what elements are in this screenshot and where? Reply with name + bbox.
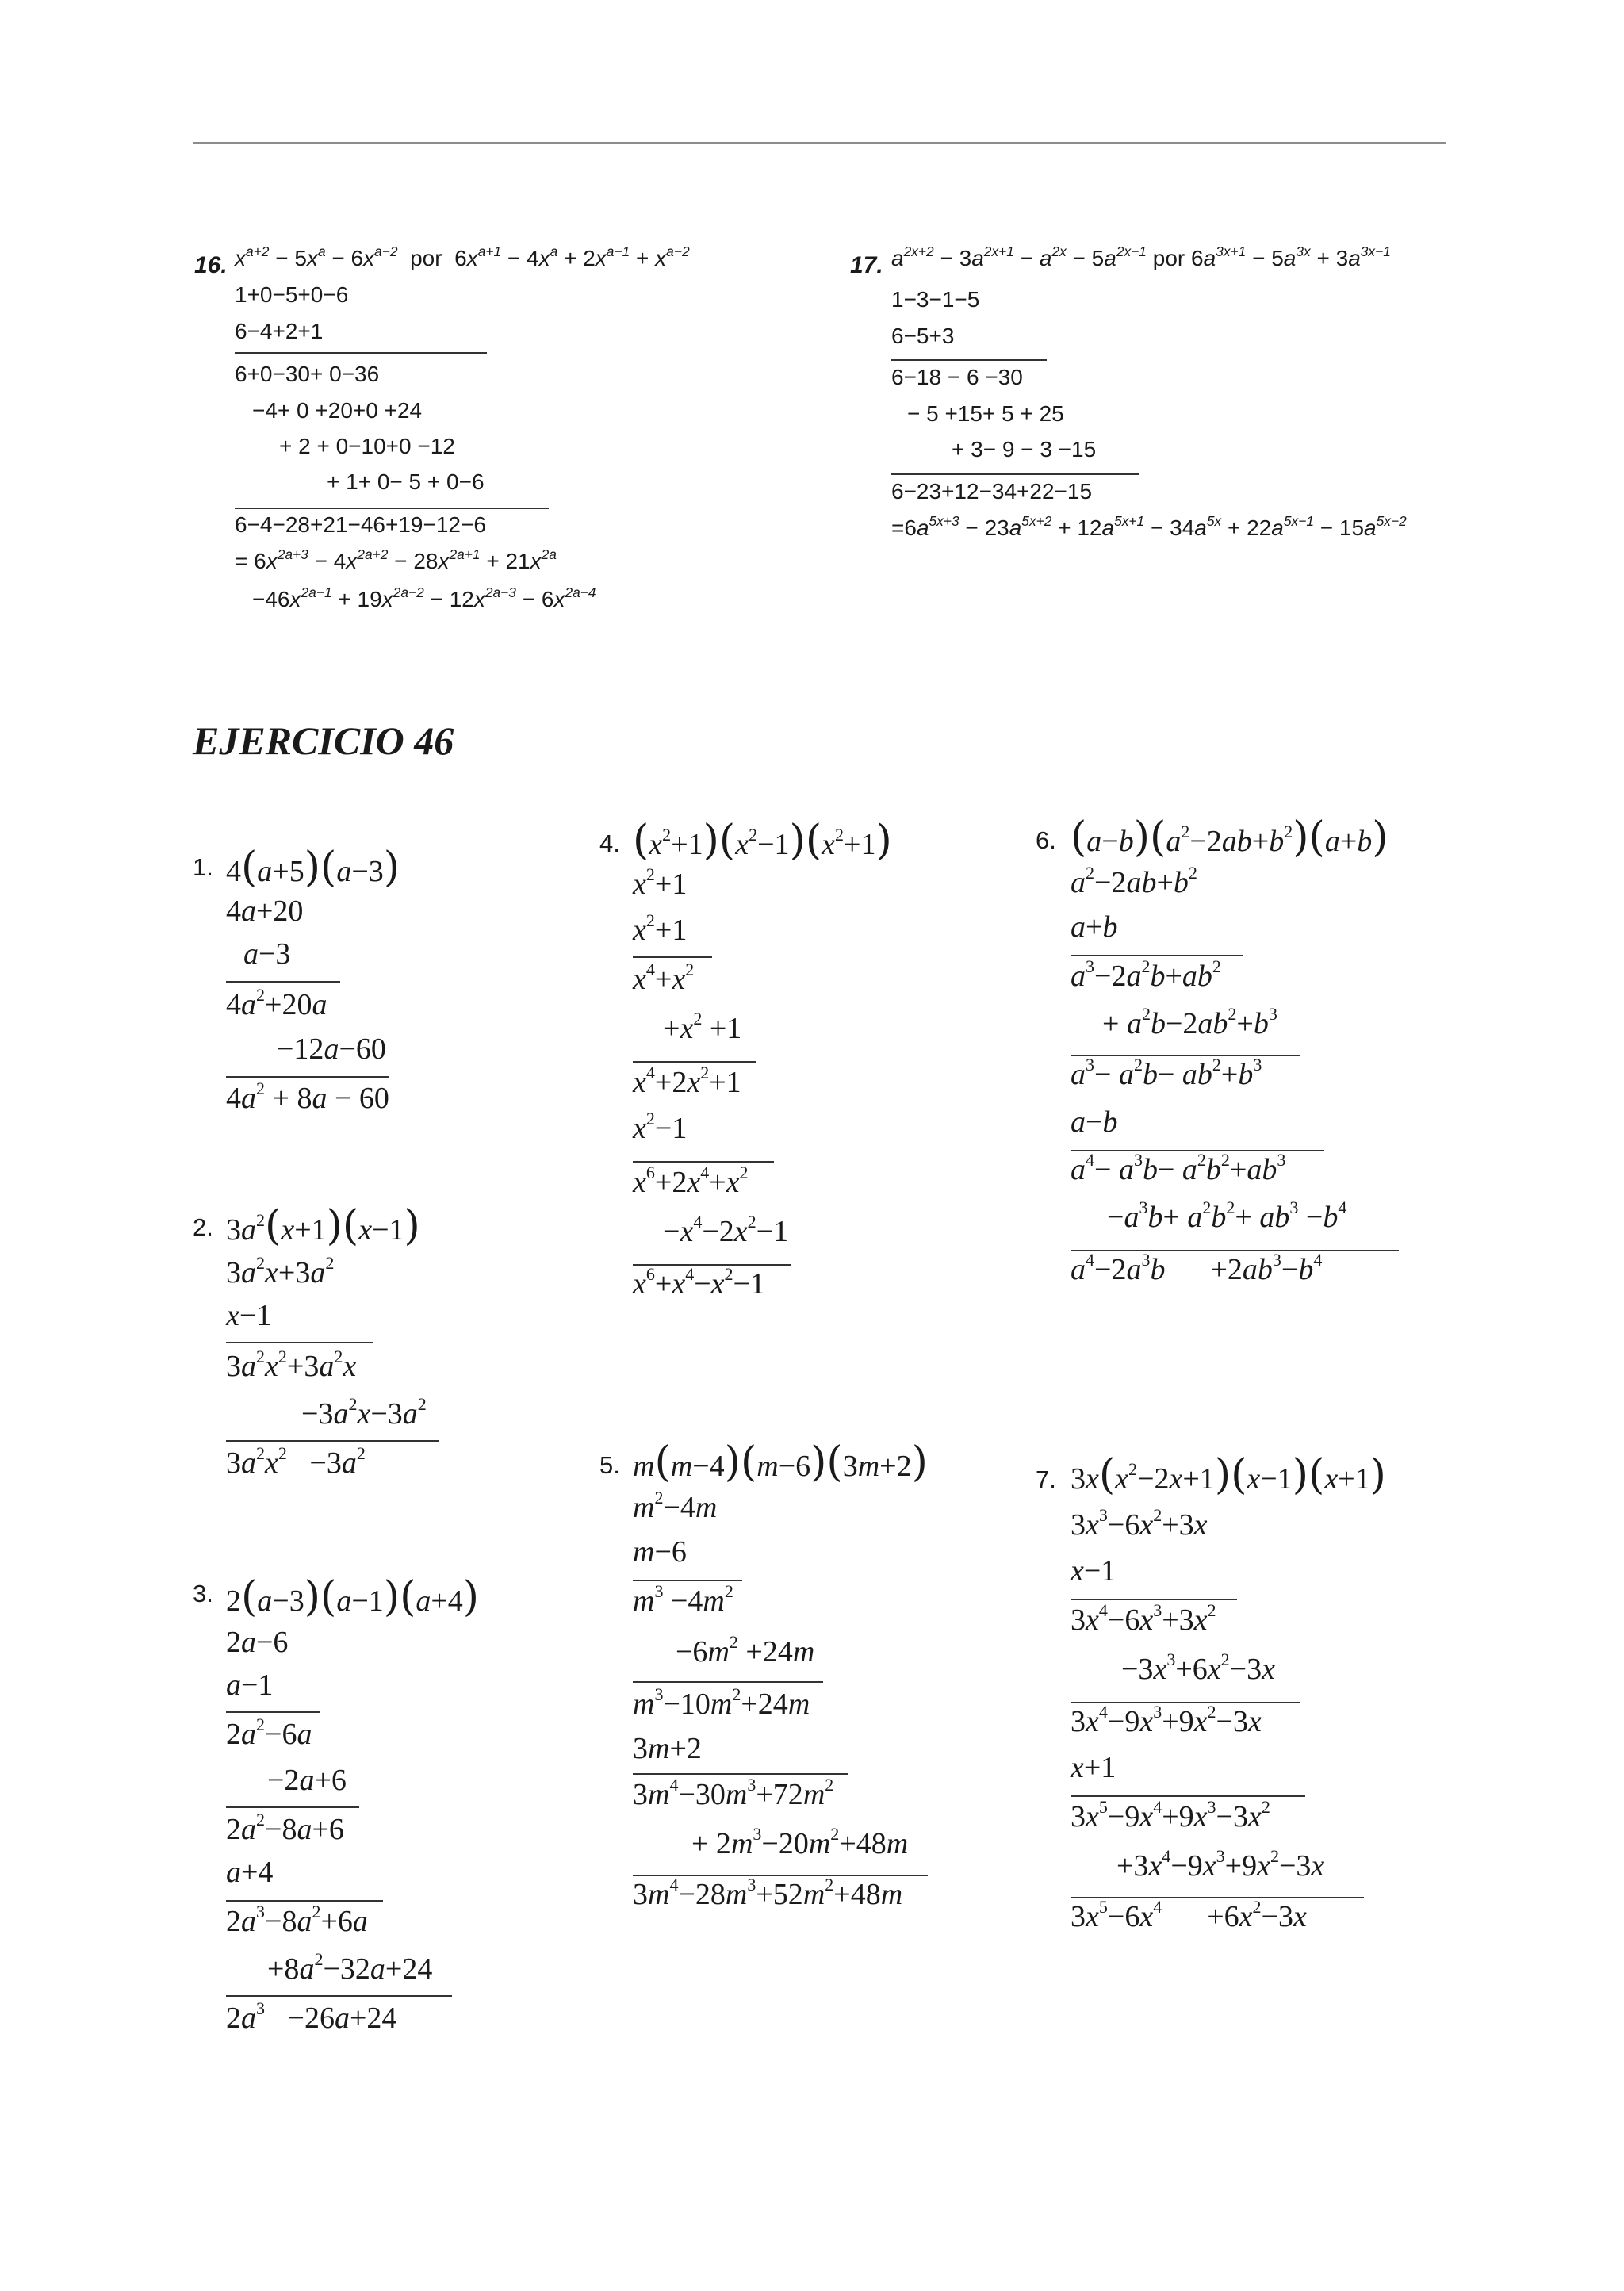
work-line: −12a−60 <box>277 1032 386 1066</box>
work-line: $-x^4-2x^2-1$ <box>663 1211 789 1248</box>
product-rule <box>226 1900 383 1902</box>
work-line: + $2m^3-20m^2+48m$ <box>691 1823 909 1860</box>
work-line: a−1 <box>226 1668 274 1702</box>
work-line: −2a+6 <box>267 1764 347 1797</box>
sum-rule <box>1071 1055 1300 1056</box>
work-line: 2a−6 <box>226 1626 289 1659</box>
problem-number: 17. <box>850 252 883 278</box>
work-line: $m^3 -4m^2$ <box>633 1580 733 1618</box>
work-line: $3x^5-9x^4+9x^3-3x^2$ <box>1071 1796 1270 1833</box>
sum-rule <box>235 352 487 354</box>
work-line: $a^2-2ab+b^2$ <box>1071 862 1197 899</box>
result-line: $=6a^{5x+3} - 23a^{5x+2} + 12a^{5x+1} - 34a^{5x} + 22a^{5x-1} - 15a^{5x-2}$ <box>891 512 1407 540</box>
work-line: 3m+2 <box>633 1732 702 1765</box>
result-line: $2a^3 -26a+24$ <box>226 1998 397 2035</box>
exercise-header: $3a^2(x+1)(x-1)$ <box>226 1202 420 1250</box>
work-line: $2a^2-6a$ <box>226 1714 312 1751</box>
work-line: 6−23+12−34+22−15 <box>891 479 1093 504</box>
sum-rule <box>633 1681 823 1683</box>
work-line: a+4 <box>226 1856 274 1889</box>
product-rule <box>226 981 340 983</box>
work-line: 6−4−28+21−46+19−12−6 <box>235 512 486 537</box>
exercise-header: $(a-b)(a^2-2ab+b^2)(a+b)$ <box>1071 814 1388 861</box>
result-line: $x^6+x^4-x^2-1$ <box>633 1263 765 1301</box>
sum-rule <box>1071 1897 1364 1898</box>
result-line: $4a^2 + 8a - 60$ <box>226 1078 389 1115</box>
exercise-number: 3. <box>193 1580 213 1607</box>
work-line: $a^3- a^2b- ab^2+b^3$ <box>1071 1054 1262 1091</box>
work-line: $3m^4-30m^3+72m^2$ <box>633 1774 834 1811</box>
exercise-header: $(x^2+1)(x^2-1)(x^2+1)$ <box>633 817 892 864</box>
work-line: $a^3-2a^2b+ab^2$ <box>1071 956 1221 993</box>
section-title: EJERCICIO 46 <box>193 718 454 763</box>
work-line: 6+0−30+ 0−36 <box>235 362 380 386</box>
work-line: $2a^2-8a+6$ <box>226 1809 344 1846</box>
exercise-number: 4. <box>599 829 620 857</box>
problem-header: $a^{2x+2} - 3a^{2x+1} - a^{2x} - 5a^{2x-1}$ por $6a^{3x+1} - 5a^{3x} + 3a^{3x-1}$ <box>891 243 1391 270</box>
work-line: + 1+ 0− 5 + 0−6 <box>327 469 485 494</box>
work-line: $x^2+1$ <box>633 910 688 947</box>
product-rule <box>226 1711 320 1713</box>
sum-rule <box>891 359 1047 361</box>
work-line: 6−18 − 6 −30 <box>891 365 1023 389</box>
product-rule <box>633 1773 848 1775</box>
result-line: $-46x^{2a-1} + 19x^{2a-2} - 12x^{2a-3} - 6x^{2a-4}$ <box>252 584 596 611</box>
work-line: $x^2-1$ <box>633 1108 688 1145</box>
result-line: $3x^5-6x^4$ $+6x^2-3x$ <box>1071 1896 1307 1933</box>
sum-rule <box>633 1264 791 1266</box>
work-line: $-6m^2 +24m$ <box>676 1631 815 1668</box>
work-line: a+b <box>1071 910 1118 944</box>
result-line: $3a^2x^2 -3a^2$ <box>226 1442 366 1480</box>
result-line: = $6x^{2a+3} - 4x^{2a+2} - 28x^{2a+1} + 21x^{2a}$ <box>235 546 557 573</box>
exercise-header: 2(a−3)(a−1)(a+4) <box>226 1573 480 1621</box>
work-line: $+3x^4-9x^3+9x^2-3x$ <box>1116 1845 1325 1883</box>
sum-rule <box>226 1806 359 1808</box>
exercise-header: m(m−4)(m−6)(3m+2) <box>633 1439 928 1486</box>
work-line: $x^4+2x^2+1$ <box>633 1062 741 1099</box>
work-line: a−b <box>1071 1105 1118 1139</box>
work-line: $m^3-10m^2+24m$ <box>633 1684 810 1721</box>
sum-rule <box>235 508 549 509</box>
product-rule <box>226 1342 373 1343</box>
problem-header: $x^{a+2} - 5x^a - 6x^{a-2}$ por $6x^{a+1} - 4x^a + 2x^{a-1} + x^{a-2}$ <box>235 243 690 270</box>
work-line: + 3− 9 − 3 −15 <box>952 437 1097 462</box>
work-line: $+x^2 +1$ <box>663 1008 742 1045</box>
work-line: $-3a^2x-3a^2$ <box>301 1393 427 1431</box>
work-line: x+1 <box>1071 1751 1116 1784</box>
top-rule <box>193 142 1446 144</box>
work-line: + 2 + 0−10+0 −12 <box>279 434 455 458</box>
sum-rule <box>226 1995 452 1997</box>
work-line: $x^2+1$ <box>633 864 688 901</box>
exercise-number: 5. <box>599 1451 620 1479</box>
product-rule <box>633 956 712 958</box>
work-line: $a^4- a^3b- a^2b^2+ab^3$ <box>1071 1149 1286 1186</box>
work-line: $-a^3b+ a^2b^2+ ab^3 -b^4$ <box>1107 1197 1347 1234</box>
sum-rule <box>226 1440 439 1442</box>
work-line: m−6 <box>633 1535 687 1569</box>
work-line: −4+ 0 +20+0 +24 <box>252 398 423 423</box>
work-line: $-3x^3+6x^2-3x$ <box>1121 1649 1275 1686</box>
work-line: $4a^2+20a$ <box>226 984 327 1021</box>
work-line: $3x^3-6x^2+3x$ <box>1071 1504 1208 1542</box>
work-line: $+8a^2-32a+24$ <box>267 1948 433 1986</box>
work-line: 1+0−5+0−6 <box>235 282 349 307</box>
work-line: 1−3−1−5 <box>891 287 980 312</box>
work-line: x−1 <box>1071 1554 1116 1588</box>
work-line: $m^2-4m$ <box>633 1487 718 1524</box>
work-line: a−3 <box>243 937 291 971</box>
work-line: $3x^4-9x^3+9x^2-3x$ <box>1071 1701 1262 1738</box>
problem-number: 16. <box>194 252 228 278</box>
result-line: $a^4-2a^3b$ $+2ab^3-b^4$ <box>1071 1249 1323 1286</box>
work-line: $3a^2x+3a^2$ <box>226 1252 335 1289</box>
sum-rule <box>891 473 1139 475</box>
exercise-number: 6. <box>1036 826 1056 854</box>
work-line: 4a+20 <box>226 895 304 928</box>
sum-rule <box>226 1076 389 1078</box>
sum-rule <box>1071 1250 1399 1251</box>
work-line: $2a^3-8a^2+6a$ <box>226 1901 368 1938</box>
work-line: $x^6+2x^4+x^2$ <box>633 1162 749 1199</box>
work-line: $3x^4-6x^3+3x^2$ <box>1071 1599 1216 1637</box>
work-line: 6−4+2+1 <box>235 319 324 343</box>
work-line: $x^4+x^2$ <box>633 959 695 996</box>
exercise-number: 7. <box>1036 1465 1056 1493</box>
exercise-header: $3x(x^2-2x+1)(x-1)(x+1)$ <box>1071 1451 1386 1499</box>
work-line: − 5 +15+ 5 + 25 <box>907 401 1064 426</box>
work-line: 6−5+3 <box>891 324 955 348</box>
work-line: $3a^2x^2+3a^2x$ <box>226 1346 357 1383</box>
result-line: $3m^4-28m^3+52m^2+48m$ <box>633 1874 903 1911</box>
exercise-number: 1. <box>193 853 213 881</box>
work-line: + $a^2b-2ab^2+b^3$ <box>1102 1003 1277 1040</box>
exercise-number: 2. <box>193 1213 213 1241</box>
work-line: x−1 <box>226 1299 272 1332</box>
exercise-header: 4(a+5)(a−3) <box>226 844 400 891</box>
